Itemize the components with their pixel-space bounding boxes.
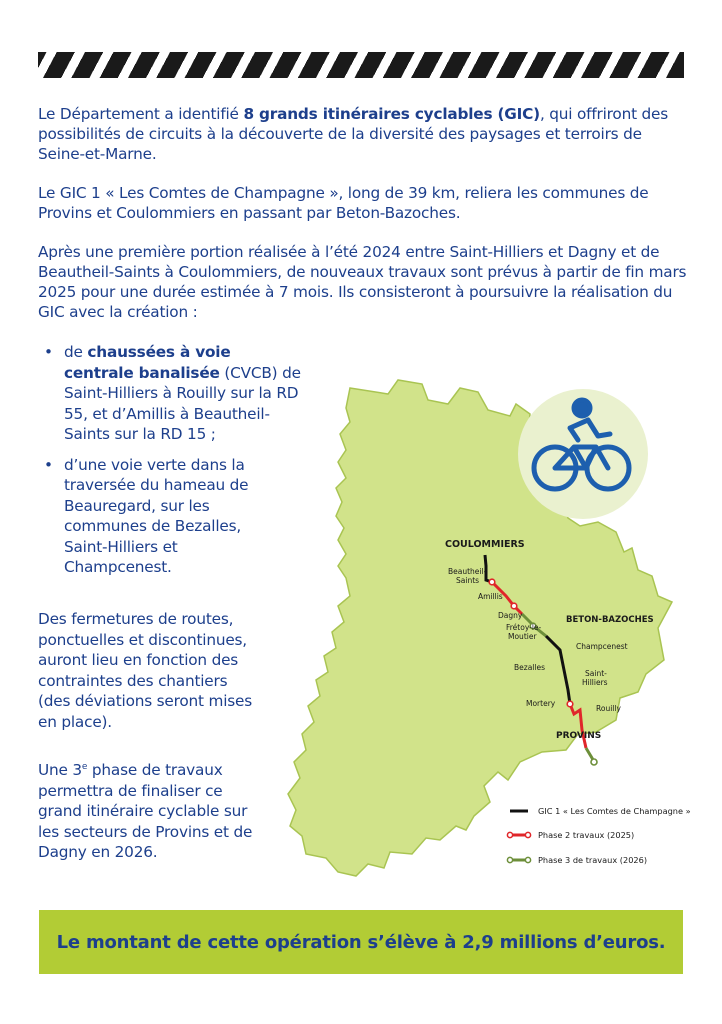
intro-paragraph: Le Département a identifié 8 grands itinéraires cyclables (GIC), qui offriront des possibilités de circuits à la découverte de la diversité des paysages et terroirs de Seine-et-Marne. xyxy=(38,105,669,163)
marker-amillis xyxy=(511,603,517,609)
works-paragraph: Après une première portion réalisée à l’été 2024 entre Saint-Hilliers et Dagny et de Beautheil-Saints à Coulommiers, de nouveaux travaux sont prévus à partir de fin mars 2025 pour une durée estimée à 7 mois. Ils consisteront à poursuivre la réalisation du GIC avec la création : xyxy=(38,243,687,321)
legend-phase2: Phase 2 travaux (2025) xyxy=(538,830,635,840)
label-rouilly: Rouilly xyxy=(596,704,621,713)
label-mortery: Mortery xyxy=(526,699,556,708)
works-list xyxy=(44,342,344,578)
marker-saint-hilliers xyxy=(567,701,573,707)
label-dagny: Dagny xyxy=(498,611,523,620)
label-saint-hilliers-2: Hilliers xyxy=(582,678,608,687)
map-legend xyxy=(507,806,690,865)
label-champcenest: Champcenest xyxy=(576,642,628,651)
legend-gic1: GIC 1 « Les Comtes de Champagne » xyxy=(538,806,691,816)
list-item-voie-verte: • d’une voie verte dans la traversée du hameau de Beauregard, sur les communes de Bezalles, Saint-Hilliers et Champcenest. xyxy=(44,455,279,578)
label-saint-hilliers: Saint- xyxy=(585,669,607,678)
label-fretoy: Frétoy-le- xyxy=(506,623,542,632)
label-beautheil-2: Saints xyxy=(456,576,480,585)
cost-banner xyxy=(39,910,683,974)
label-bezalles: Bezalles xyxy=(514,663,545,672)
gic1-paragraph: Le GIC 1 « Les Comtes de Champagne », long de 39 km, reliera les communes de Provins et Coulommiers en passant par Beton-Bazoches. xyxy=(38,184,649,222)
label-amillis: Amillis xyxy=(478,592,503,601)
label-beautheil: Beautheil- xyxy=(448,567,487,576)
phase3-paragraph: Une 3e phase de travaux permettra de finaliser ce grand itinéraire cyclable sur les secteurs de Provins et de Dagny en 2026. xyxy=(38,761,253,862)
label-provins: PROVINS xyxy=(556,731,602,741)
label-beton-bazoches: BETON-BAZOCHES xyxy=(566,615,654,625)
label-fretoy-2: Moutier xyxy=(508,632,537,641)
route-map xyxy=(280,370,720,900)
legend-phase3: Phase 3 de travaux (2026) xyxy=(538,855,648,865)
marker-provins xyxy=(591,759,597,765)
marker-beautheil xyxy=(489,579,495,585)
list-item-cvcb: • de chaussées à voie centrale banalisée (CVCB) de Saint-Hilliers à Rouilly sur la RD 55, et d’Amillis à Beautheil-Saints sur la RD 15 ; xyxy=(44,342,304,445)
cost-banner-text: Le montant de cette opération s’élève à 2,9 millions d’euros. xyxy=(56,931,666,953)
hazard-stripe-band xyxy=(38,52,684,78)
label-coulommiers: COULOMMIERS xyxy=(445,539,525,550)
closures-paragraph: Des fermetures de routes, ponctuelles et discontinues, auront lieu en fonction des contraintes des chantiers (des déviations seront mises en place). xyxy=(38,610,253,731)
